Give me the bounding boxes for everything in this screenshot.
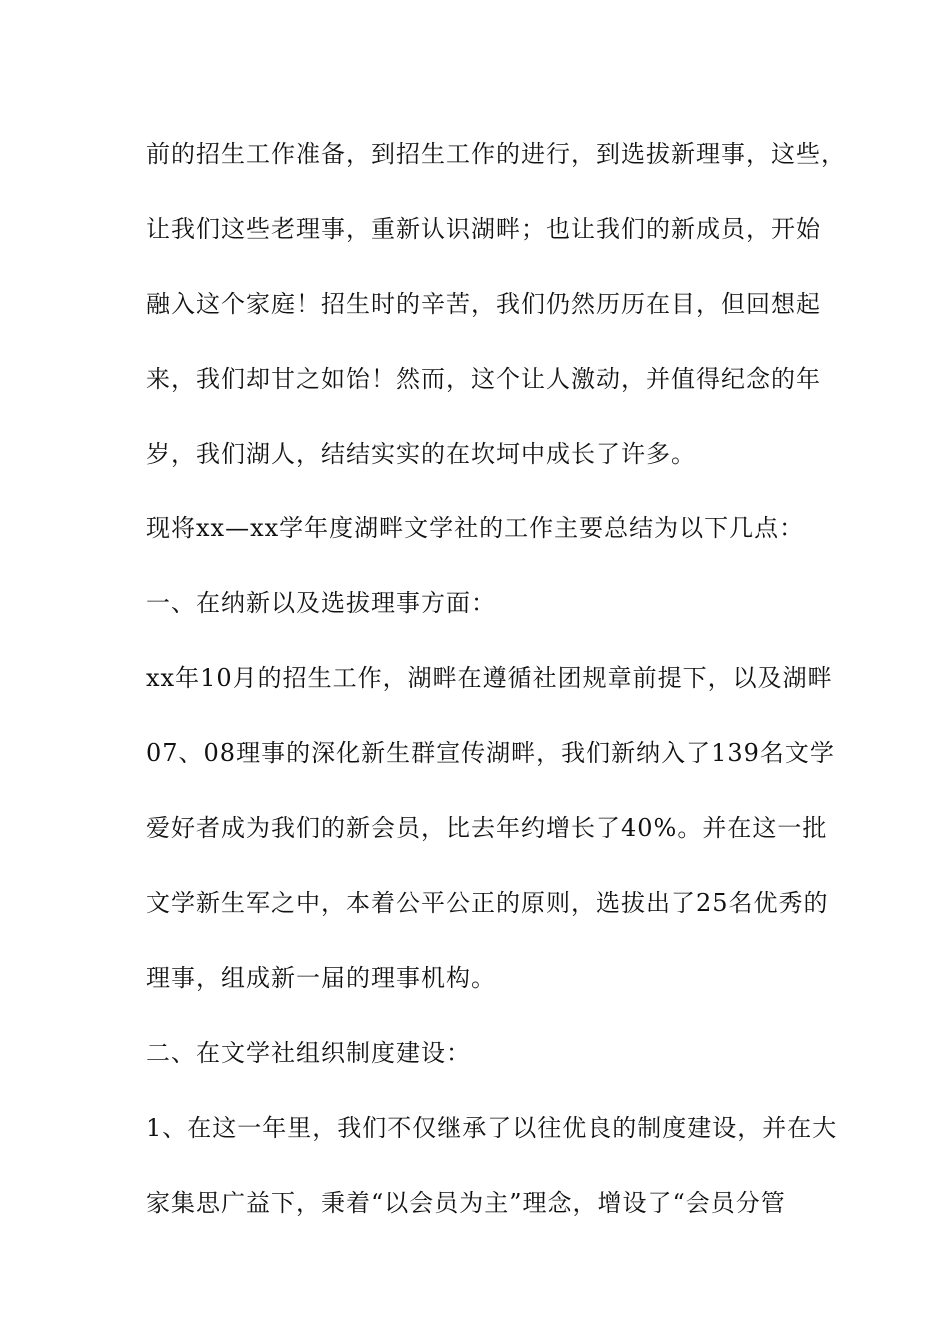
section-heading: 二、在文学社组织制度建设： [146,1039,471,1067]
paragraph-line: 理事，组成新一届的理事机构。 [146,964,496,992]
paragraph-line: 家集思广益下，秉着“以会员为主”理念，增设了“会员分管 [146,1189,786,1217]
paragraph-line: xx年10月的招生工作，湖畔在遵循社团规章前提下，以及湖畔 [146,664,833,692]
section-heading: 一、在纳新以及选拔理事方面： [146,589,496,617]
paragraph-line: 让我们这些老理事，重新认识湖畔；也让我们的新成员，开始 [146,215,821,243]
paragraph-line: 爱好者成为我们的新会员，比去年约增长了40%。并在这一批 [146,814,828,842]
paragraph-line: 前的招生工作准备，到招生工作的进行，到选拔新理事，这些， [146,140,846,168]
paragraph-line: 文学新生军之中，本着公平公正的原则，选拔出了25名优秀的 [146,889,829,917]
paragraph-line: 1、在这一年里，我们不仅继承了以往优良的制度建设，并在大 [146,1114,838,1142]
paragraph-line: 现将xx—xx学年度湖畔文学社的工作主要总结为以下几点： [146,514,805,542]
paragraph-line: 岁，我们湖人，结结实实的在坎坷中成长了许多。 [146,440,696,468]
paragraph-line: 07、08理事的深化新生群宣传湖畔，我们新纳入了139名文学 [146,739,835,767]
paragraph-line: 融入这个家庭！招生时的辛苦，我们仍然历历在目，但回想起 [146,290,821,318]
paragraph-line: 来，我们却甘之如饴！然而，这个让人激动，并值得纪念的年 [146,365,821,393]
